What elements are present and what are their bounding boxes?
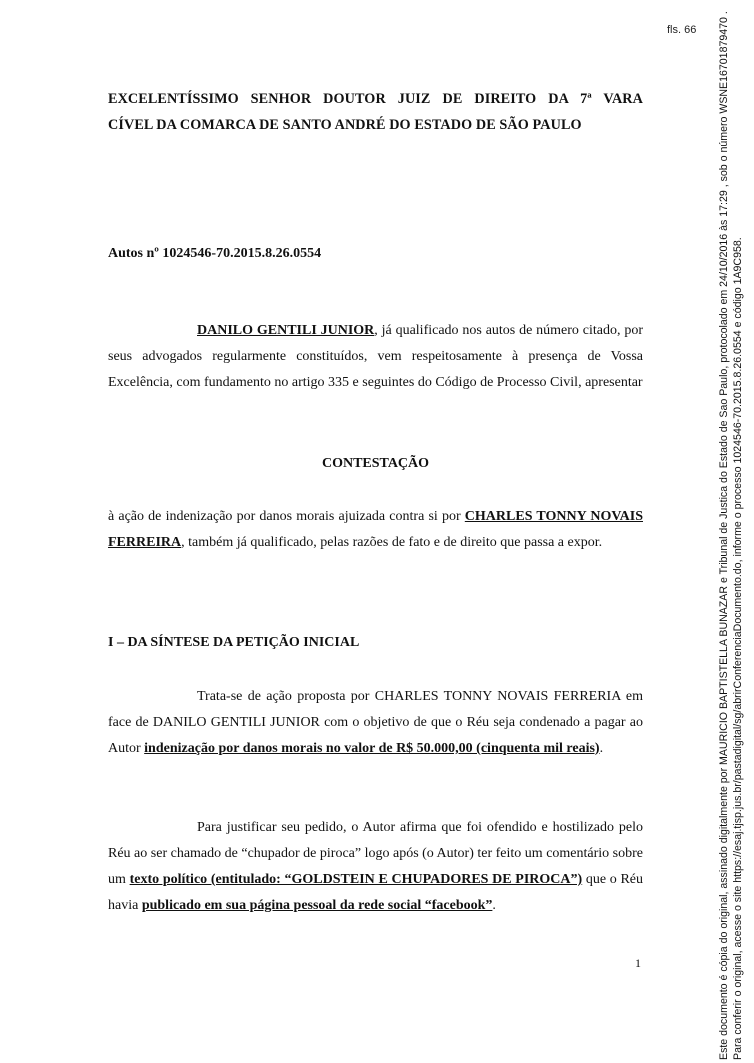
digital-signature-note	[717, 11, 745, 1060]
claim-amount: indenização por danos morais no valor de R$ 50.000,00 (cinquenta mil reais)	[144, 741, 600, 756]
paragraph-justification-post: .	[492, 898, 496, 913]
paragraph-justification	[108, 815, 643, 919]
facebook-publication: publicado em sua página pessoal da rede social “facebook”	[141, 898, 493, 913]
signature-note-line2: Para conferir o original, acesse o site https://esaj.tjsp.jus.br/pastadigital/sg/abrirConferenciaDocumento.do, informe o processo 1024546-70.2015.8.26.0554 e código 1A9C958.	[732, 237, 744, 1060]
paragraph-summary-pre: Trata-se de ação proposta por CHARLES TONNY NOVAIS FERRERIA em face de DANILO GENTILI JUNIOR com o objetivo de que o Réu seja condenado a pagar ao Autor	[108, 689, 643, 756]
paragraph-intro	[108, 318, 643, 396]
page-number: 1	[635, 956, 641, 970]
court-header-line1: EXCELENTÍSSIMO SENHOR DOUTOR JUIZ DE DIREITO DA 7ª VARA	[108, 91, 643, 107]
paragraph-intro-text: , já qualificado nos autos de número citado, por seus advogados regularmente constituídos, vem respeitosamente à presença de Vossa Excelência, com fundamento no artigo 335 e seguintes do Código de Processo Civil, apresentar	[108, 323, 643, 390]
court-header	[108, 86, 643, 138]
section-title: I – DA SÍNTESE DA PETIÇÃO INICIAL	[108, 635, 360, 650]
signature-note-line1: Este documento é cópia do original, assinado digitalmente por MAURICIO BAPTISTELLA BUNAZAR e Tribunal de Justica do Estado de Sao Paulo, protocolado em 24/10/2016 às 17:29 , sob o número WSNE16701879470 .	[718, 11, 730, 1060]
court-header-line2: CÍVEL DA COMARCA DE SANTO ANDRÉ DO ESTADO DE SÃO PAULO	[108, 117, 582, 133]
paragraph-justification-mid: que o Réu havia	[108, 872, 644, 913]
paragraph-summary-post: .	[599, 741, 604, 756]
paragraph-action-post: , também já qualificado, pelas razões de fato e de direito que passa a expor.	[181, 535, 603, 550]
defendant-name: DANILO GENTILI JUNIOR	[197, 323, 375, 338]
paragraph-action-pre: à ação de indenização por danos morais ajuizada contra si por	[108, 509, 465, 524]
political-text-title: texto político (entitulado: “GOLDSTEIN E CHUPADORES DE PIROCA”)	[129, 872, 583, 887]
folio-label: fls. 66	[667, 24, 697, 36]
paragraph-summary	[108, 684, 643, 762]
paragraph-justification-pre: Para justificar seu pedido, o Autor afirma que foi ofendido e hostilizado pelo Réu ao ser chamado de “chupador de piroca” logo após (o Autor) ter feito um comentário sobre um	[108, 820, 643, 887]
paragraph-action	[108, 504, 643, 556]
case-number: Autos nº 1024546-70.2015.8.26.0554	[108, 246, 322, 261]
plaintiff-name: CHARLES TONNY NOVAIS FERREIRA	[108, 509, 643, 550]
document-title: CONTESTAÇÃO	[321, 456, 430, 471]
